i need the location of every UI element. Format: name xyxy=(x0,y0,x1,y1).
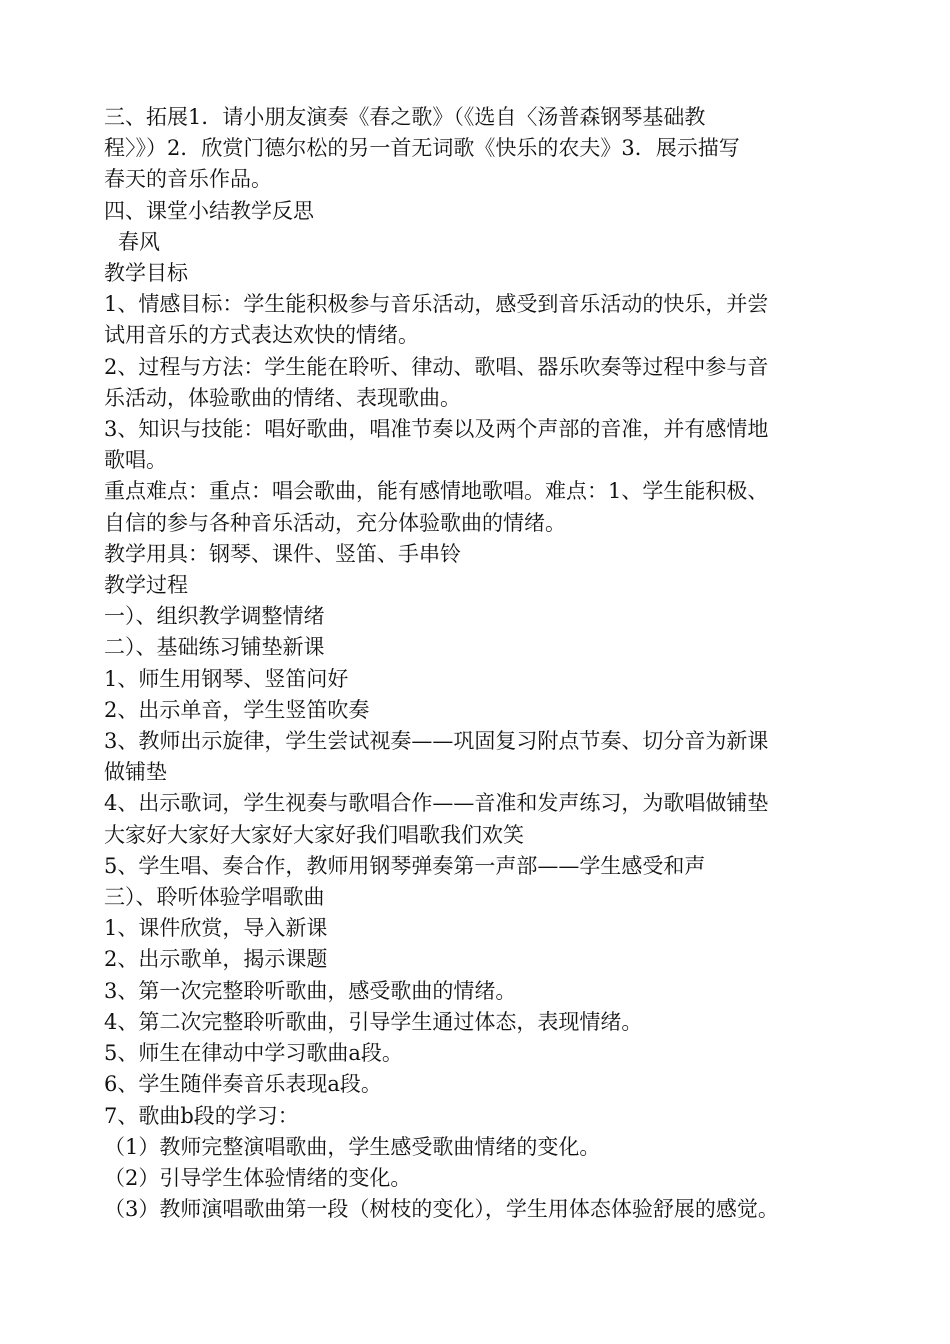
text-line: 2、出示歌单，揭示课题 xyxy=(104,947,328,972)
section-heading: 四、课堂小结教学反思 xyxy=(104,198,314,223)
text-line: （1）教师完整演唱歌曲，学生感受歌曲情绪的变化。 xyxy=(104,1134,601,1159)
text-line: 4、第二次完整聆听歌曲，引导学生通过体态，表现情绪。 xyxy=(104,1009,643,1034)
text-line: 7、歌曲b段的学习： xyxy=(104,1103,299,1128)
text-line: 3、第一次完整聆听歌曲，感受歌曲的情绪。 xyxy=(104,978,517,1003)
text-line: （3）教师演唱歌曲第一段（树枝的变化），学生用体态体验舒展的感觉。 xyxy=(104,1197,779,1222)
section-heading: 教学目标 xyxy=(104,261,188,286)
text-line: 春天的音乐作品。 xyxy=(104,167,272,192)
text-line: 教学用具：钢琴、课件、竖笛、手串铃 xyxy=(104,541,461,566)
text-line: 1、课件欣赏，导入新课 xyxy=(104,916,328,941)
text-line: 做铺垫 xyxy=(104,760,167,785)
text-line: 自信的参与各种音乐活动，充分体验歌曲的情绪。 xyxy=(104,510,566,535)
lesson-title: 春风 xyxy=(118,229,160,254)
text-line: 三）、聆听体验学唱歌曲 xyxy=(104,885,325,910)
document-body xyxy=(104,102,864,1225)
text-line: 3、教师出示旋律，学生尝试视奏——巩固复习附点节奏、切分音为新课 xyxy=(104,729,769,754)
text-line: 程〉》）2．欣赏门德尔松的另一首无词歌《快乐的农夫》3．展示描写 xyxy=(104,136,740,161)
text-line: 乐活动，体验歌曲的情绪、表现歌曲。 xyxy=(104,385,461,410)
text-line: 5、学生唱、奏合作，教师用钢琴弹奏第一声部——学生感受和声 xyxy=(104,853,706,878)
text-line: 1、情感目标：学生能积极参与音乐活动，感受到音乐活动的快乐，并尝 xyxy=(104,292,769,317)
text-line: 2、出示单音，学生竖笛吹奏 xyxy=(104,697,370,722)
text-line: 5、师生在律动中学习歌曲a段。 xyxy=(104,1041,403,1066)
text-line: 重点难点：重点：唱会歌曲，能有感情地歌唱。难点：1、学生能积极、 xyxy=(104,479,769,504)
text-line: 6、学生随伴奏音乐表现a段。 xyxy=(104,1072,382,1097)
text-line: 一）、组织教学调整情绪 xyxy=(104,604,325,629)
text-line: 歌唱。 xyxy=(104,448,167,473)
text-line: 二）、基础练习铺垫新课 xyxy=(104,635,325,660)
text-line: 2、过程与方法：学生能在聆听、律动、歌唱、器乐吹奏等过程中参与音 xyxy=(104,354,769,379)
text-line: 3、知识与技能：唱好歌曲，唱准节奏以及两个声部的音准，并有感情地 xyxy=(104,417,769,442)
text-line: 1、师生用钢琴、竖笛问好 xyxy=(104,666,349,691)
text-line: 三、拓展1．请小朋友演奏《春之歌》（《选自〈汤普森钢琴基础教 xyxy=(104,105,706,129)
text-line: 4、出示歌词，学生视奏与歌唱合作——音准和发声练习，为歌唱做铺垫 xyxy=(104,791,769,816)
text-line: 大家好大家好大家好大家好我们唱歌我们欢笑 xyxy=(104,822,524,847)
text-line: 试用音乐的方式表达欢快的情绪。 xyxy=(104,323,419,348)
text-line: （2）引导学生体验情绪的变化。 xyxy=(104,1165,412,1190)
section-heading: 教学过程 xyxy=(104,573,188,598)
